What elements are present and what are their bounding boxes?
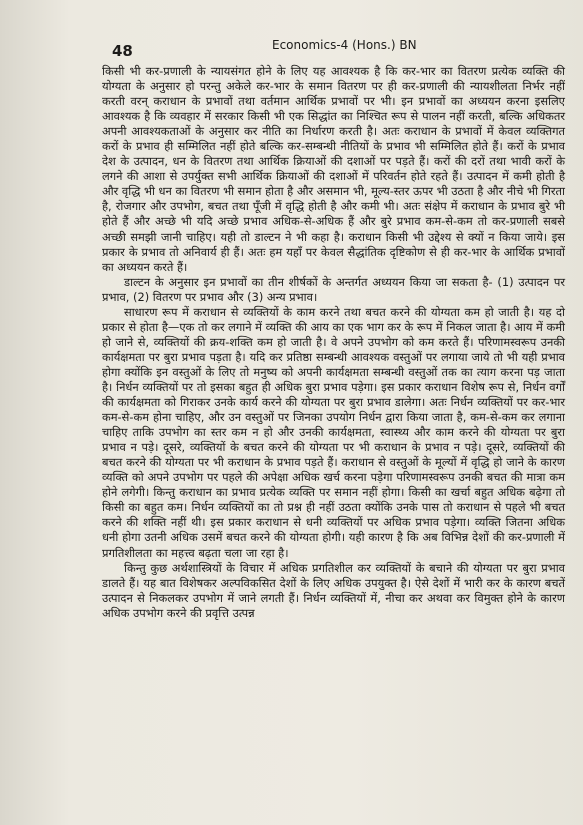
page-header [102, 38, 565, 64]
paragraph-effects-on-ability: साधारण रूप में कराधान से व्यक्तियों के काम करने तथा बचत करने की योग्यता कम हो जाती है। यह दो प्रकार से होता है—एक तो कर लगाने में व्यक्ति की आय का एक भाग कर के रूप में निकल जाता है। आय में कमी हो जाने से, व्यक्तियों की क्रय-शक्ति कम हो जाती है। वे अपने उपभोग को कम करते हैं। परिणामस्वरूप उनकी कार्यक्षमता पर बुरा प्रभाव पड़ता है। यदि कर प्रतिष्ठा सम्बन्धी आवश्यक वस्तुओं पर लगाया जाये तो भी यही प्रभाव होगा क्योंकि इन वस्तुओं के लिए तो मनुष्य को अपनी कार्यक्षमता सम्बन्धी वस्तुओं तक का त्याग करना पड़ जाता है। निर्धन व्यक्तियों पर तो इसका बहुत ही अधिक बुरा प्रभाव पड़ेगा। इस प्रकार कराधान विशेष रूप से, निर्धन वर्गों की कार्यक्षमता को गिराकर उनके कार्य करने की योग्यता पर बुरा प्रभाव डालेगा। अतः निर्धन व्यक्तियों पर कर-भार कम-से-कम होना चाहिए, और उन वस्तुओं पर जिनका उपयोग निर्धन द्वारा किया जाता है, कम-से-कम कर लगाना चाहिए ताकि उपभोग का स्तर कम न हो और उनकी कार्यक्षमता, स्वास्थ्य और काम करने की योग्यता पर बुरा प्रभाव न पड़े। दूसरे, व्यक्तियों के बचत करने की योग्यता पर भी कराधान के प्रभाव न पड़े। दूसरे, व्यक्तियों की बचत करने की योग्यता पर भी कराधान के प्रभाव पड़ते हैं। कराधान से वस्तुओं के मूल्यों में वृद्धि हो जाने के कारण व्यक्ति को अपने उपभोग पर पहले की अपेक्षा अधिक खर्च करना पड़ेगा परिणामस्वरूप उनकी बचत की मात्रा कम होने लगेगी। किन्तु कराधान का प्रभाव प्रत्येक व्यक्ति पर समान नहीं होगा। किसी का खर्चा बहुत अधिक बढ़ेगा तो किसी का बहुत कम। निर्धन व्यक्तियों का तो प्रश्न ही नहीं उठता क्योंकि उनके पास तो कराधान से पहले भी बचत करने की शक्ति नहीं थी। इस प्रकार कराधान से धनी व्यक्तियों पर अधिक प्रभाव पड़ेगा। व्यक्ति जितना अधिक धनी होगा उतनी अधिक उसमें बचत करने की योग्यता होगी। यही कारण है कि अब विभिन्न देशों की कर-प्रणाली में प्रगतिशीलता का महत्त्व बढ़ता चला जा रहा है। [102, 304, 565, 560]
paragraph-taxation-effects-intro: किसी भी कर-प्रणाली के न्यायसंगत होने के लिए यह आवश्यक है कि कर-भार का वितरण प्रत्येक व्यक्ति की योग्यता के अनुसार हो परन्तु अकेले कर-भार के समान वितरण पर ही कर-प्रणाली की न्यायशीलता निर्भर नहीं करती वरन् कराधान के प्रभावों तथा वर्तमान आर्थिक प्रभावों पर भी। इन प्रभावों का अध्ययन करना इसलिए आवश्यक है कि व्यवहार में सरकार किसी भी एक सिद्धांत का निश्चित रूप से पालन नहीं करती, बल्कि अधिकतर अपनी आवश्यकताओं के अनुसार कर नीति का निर्धारण करती है। अतः कराधान के प्रभावों में केवल व्यक्तिगत करों के प्रभाव ही सम्मिलित नहीं होते बल्कि कर-सम्बन्धी नीतियों के प्रभाव भी सम्मिलित होते हैं। करों के प्रभाव देश के उत्पादन, धन के वितरण तथा आर्थिक क्रियाओं की दशाओं पर पड़ते हैं। करों की दरों तथा भावी करों के लगने की आशा से उपर्युक्त सभी आर्थिक क्रियाओं की दशाओं में परिवर्तन होते रहते हैं। उत्पादन में कमी होती है और वृद्धि भी धन का वितरण भी समान होता है और असमान भी, मूल्य-स्तर ऊपर भी उठता है और नीचे भी गिरता है, रोजगार और उपभोग, बचत तथा पूँजी में वृद्धि होती है और कमी भी। अतः संक्षेप में कराधान के प्रभाव बुरे भी होते हैं और अच्छे भी यदि अच्छे प्रभाव अधिक-से-अधिक हैं और बुरे प्रभाव कम-से-कम तो कर-प्रणाली सबसे अच्छी समझी जानी चाहिए। यही तो डाल्टन ने भी कहा है। कराधान किसी भी उद्देश्य से क्यों न किया जाये। इस प्रकार के प्रभाव तो अनिवार्य ही हैं। अतः हम यहाँ पर केवल सैद्धांतिक दृष्टिकोण से ही कर-भार के आर्थिक प्रभावों का अध्ययन करते हैं। [102, 64, 565, 274]
body-text [102, 64, 565, 621]
paragraph-progressive-tax: किन्तु कुछ अर्थशास्त्रियों के विचार में अधिक प्रगतिशील कर व्यक्तियों के बचाने की योग्यता पर बुरा प्रभाव डालते हैं। यह बात विशेषकर अल्पविकसित देशों के लिए अधिक उपयुक्त है। ऐसे देशों में भारी कर के कारण बचतें उत्पादन से निकलकर उपभोग में जाने लगती हैं। निर्धन व्यक्तियों में, नीचा कर अथवा कर विमुक्त होने के कारण अधिक उपभोग करने की प्रवृत्ति उत्पन्न [102, 560, 565, 620]
paragraph-dalton-classification: डाल्टन के अनुसार इन प्रभावों का तीन शीर्षकों के अन्तर्गत अध्ययन किया जा सकता है- (1) उत्पादन पर प्रभाव, (2) वितरण पर प्रभाव और (3) अन्य प्रभाव। [102, 274, 565, 304]
page-number: 48 [112, 42, 133, 60]
running-head: Economics-4 (Hons.) BN [272, 38, 417, 52]
